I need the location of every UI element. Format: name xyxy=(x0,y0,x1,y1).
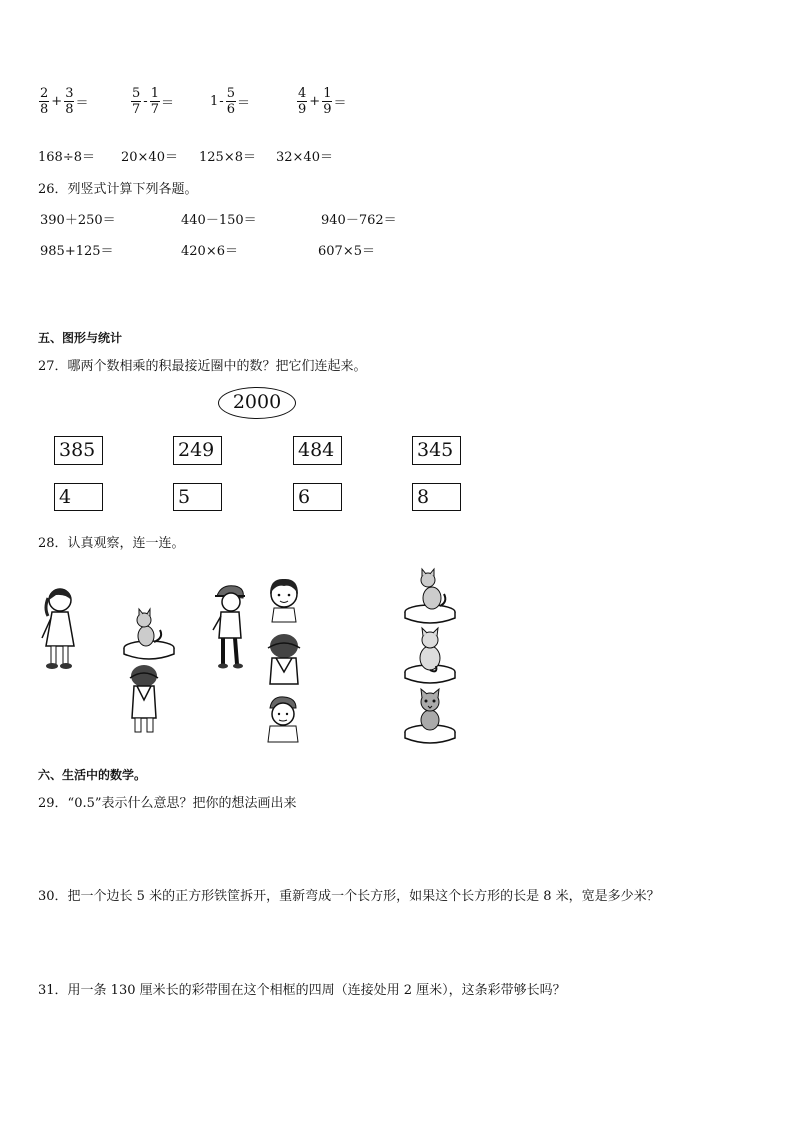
fraction-expr-3 xyxy=(210,86,250,117)
mental-calc-2: 20×40＝ xyxy=(121,150,178,165)
numerator: 3 xyxy=(65,86,74,101)
section-5-heading: 五、图形与统计 xyxy=(38,331,123,345)
denominator: 7 xyxy=(150,102,159,117)
fraction-expr-4 xyxy=(296,86,346,117)
question-31: 31．用一条 130 厘米长的彩带围在这个相框的四周（连接处用 2 厘米），这条彩带够长吗？ xyxy=(38,983,566,998)
mental-calc-4: 32×40＝ xyxy=(276,150,333,165)
mental-calc-1: 168÷8＝ xyxy=(38,150,95,165)
vertical-calc-item: 420×6＝ xyxy=(181,244,238,259)
denominator: 6 xyxy=(226,102,235,117)
whole-number: 1 xyxy=(210,94,219,109)
cat-front-view-pedestal-illustration xyxy=(398,686,462,748)
cat-on-pedestal-with-child-illustration xyxy=(122,606,176,736)
question-27-title: 27．哪两个数相乘的积最接近圈中的数？把它们连起来。 xyxy=(38,359,367,374)
denominator: 8 xyxy=(40,102,49,117)
operator: - xyxy=(143,94,148,109)
factor-box-top[interactable]: 484 xyxy=(293,436,342,465)
numerator: 4 xyxy=(298,86,307,101)
target-number-oval: 2000 xyxy=(218,387,296,419)
boy-with-cap-illustration xyxy=(211,584,251,670)
equals: ＝ xyxy=(160,96,174,111)
operator: - xyxy=(219,94,224,109)
fraction-expr-1 xyxy=(38,86,88,117)
factor-box-bottom[interactable]: 8 xyxy=(412,483,461,511)
boy-front-face-illustration xyxy=(266,694,300,742)
mental-calc-3: 125×8＝ xyxy=(199,150,256,165)
girl-front-face-illustration xyxy=(266,574,302,622)
cat-back-view-pedestal-illustration xyxy=(398,626,462,688)
section-6-heading: 六、生活中的数学。 xyxy=(38,768,147,782)
denominator: 9 xyxy=(298,102,307,117)
vertical-calc-item: 390＋250＝ xyxy=(40,213,116,228)
question-30: 30．把一个边长 5 米的正方形铁筐拆开，重新弯成一个长方形，如果这个长方形的长是 8 米，宽是多少米？ xyxy=(38,889,660,904)
factor-box-top[interactable]: 385 xyxy=(54,436,103,465)
numerator: 1 xyxy=(150,86,159,101)
operator: + xyxy=(51,94,63,109)
fraction-expr-2 xyxy=(130,86,174,117)
factor-box-bottom[interactable]: 5 xyxy=(173,483,222,511)
child-back-view-illustration xyxy=(266,632,302,684)
numerator: 1 xyxy=(323,86,332,101)
girl-standing-illustration xyxy=(36,586,86,672)
vertical-calc-item: 985+125＝ xyxy=(40,244,114,259)
equals: ＝ xyxy=(236,96,250,111)
denominator: 7 xyxy=(132,102,141,117)
numerator: 5 xyxy=(226,86,235,101)
operator: + xyxy=(309,94,321,109)
cat-side-view-pedestal-illustration xyxy=(398,568,462,628)
question-28-title: 28．认真观察，连一连。 xyxy=(38,536,185,551)
factor-box-top[interactable]: 345 xyxy=(412,436,461,465)
vertical-calc-item: 607×5＝ xyxy=(318,244,375,259)
denominator: 8 xyxy=(65,102,74,117)
numerator: 2 xyxy=(40,86,49,101)
numerator: 5 xyxy=(132,86,141,101)
factor-box-bottom[interactable]: 6 xyxy=(293,483,342,511)
factor-box-bottom[interactable]: 4 xyxy=(54,483,103,511)
equals: ＝ xyxy=(333,96,347,111)
equals: ＝ xyxy=(75,96,89,111)
vertical-calc-item: 940－762＝ xyxy=(321,213,397,228)
denominator: 9 xyxy=(323,102,332,117)
question-29: 29．“0.5”表示什么意思？把你的想法画出来 xyxy=(38,796,297,811)
question-26-title: 26．列竖式计算下列各题。 xyxy=(38,182,198,197)
vertical-calc-item: 440－150＝ xyxy=(181,213,257,228)
factor-box-top[interactable]: 249 xyxy=(173,436,222,465)
